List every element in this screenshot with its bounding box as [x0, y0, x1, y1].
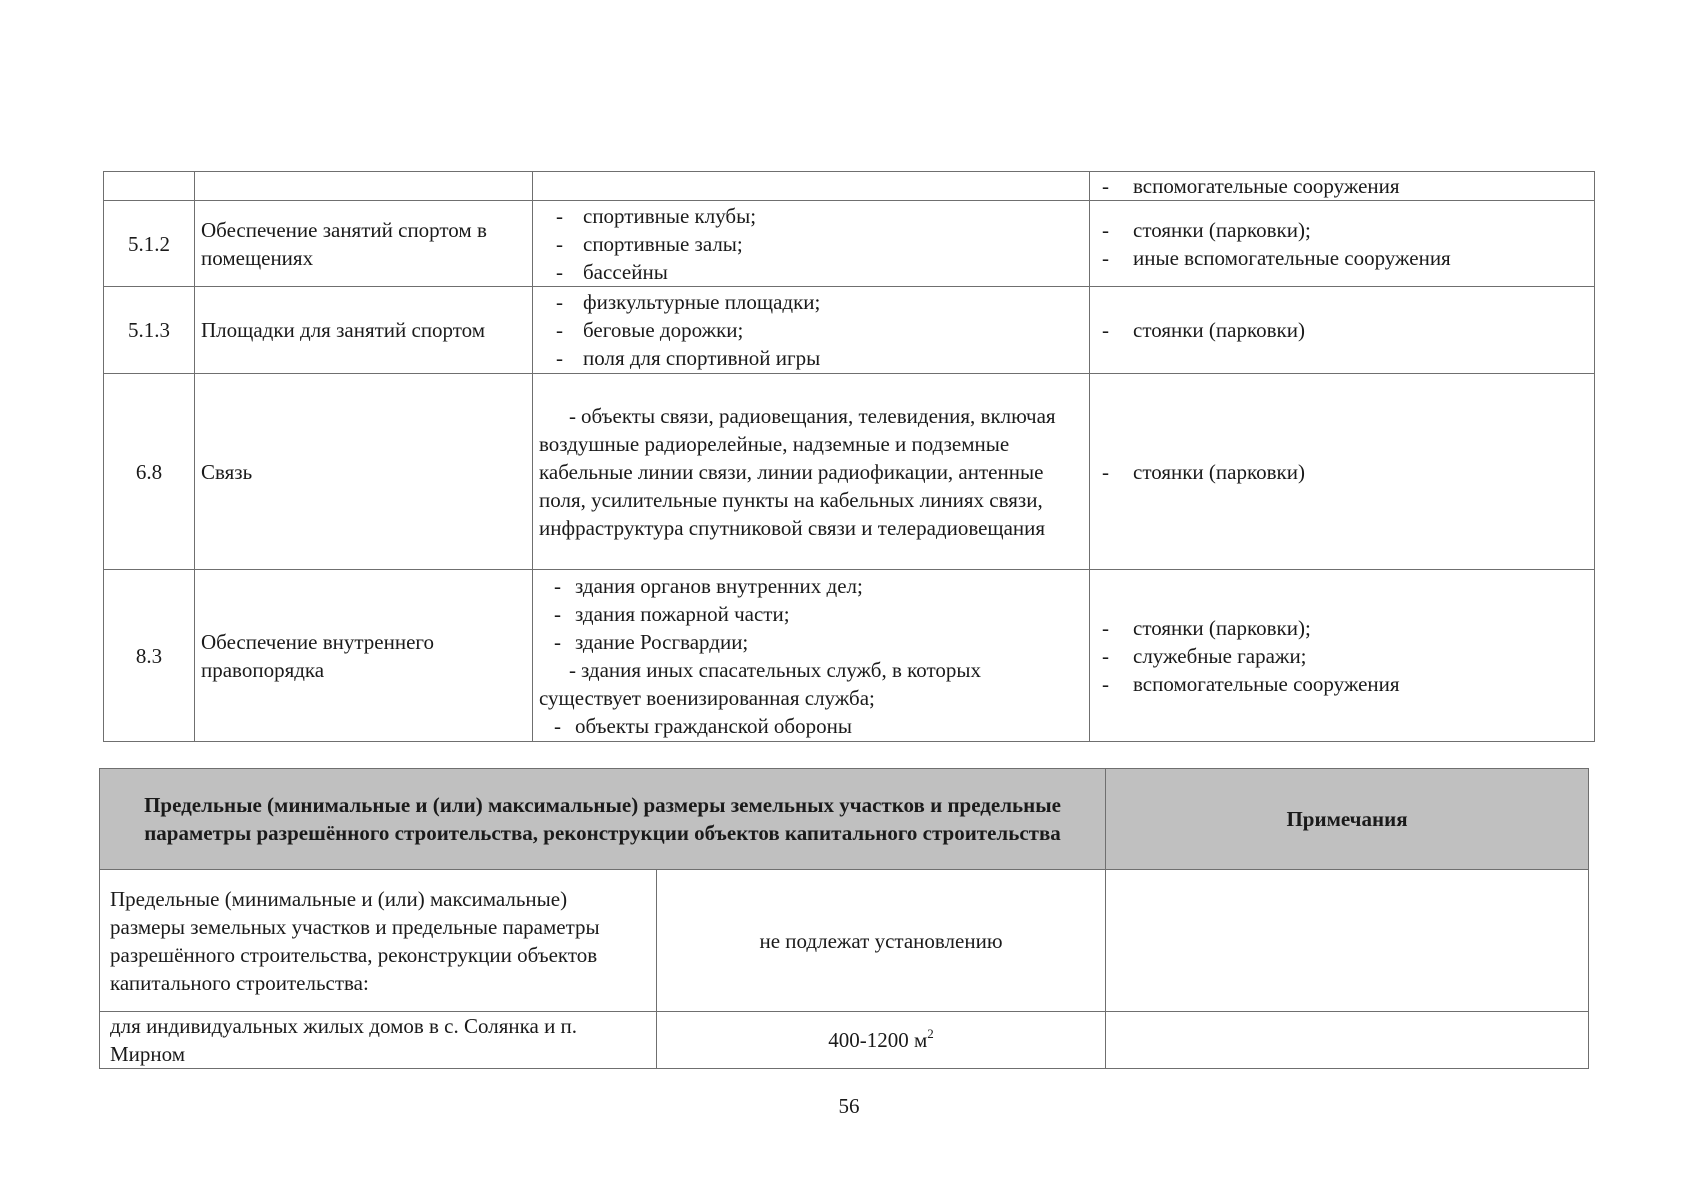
note-cell	[1106, 1012, 1589, 1069]
auxiliary-uses-cell	[1090, 570, 1595, 742]
param-value-cell: не подлежат установлению	[657, 870, 1106, 1012]
list-item: - стоянки (парковки)	[1100, 316, 1584, 344]
code-cell: 5.1.2	[104, 201, 195, 287]
list-item: - объекты гражданской обороны	[539, 712, 1083, 740]
auxiliary-uses-cell	[1090, 287, 1595, 374]
list-item: - вспомогательные сооружения	[1100, 670, 1584, 698]
name-cell: Площадки для занятий спортом	[195, 287, 533, 374]
main-uses-cell	[533, 570, 1090, 742]
value-text: 400-1200 м	[828, 1028, 928, 1052]
list-item: - беговые дорожки;	[541, 316, 1081, 344]
land-use-table	[103, 171, 1595, 742]
auxiliary-uses-cell	[1090, 172, 1595, 201]
list-paragraph	[539, 656, 1083, 712]
dash-marker: -	[569, 403, 576, 428]
main-uses-list	[539, 572, 1083, 656]
auxiliary-uses-list	[1100, 458, 1584, 486]
list-item: - здание Росгвардии;	[539, 628, 1083, 656]
main-uses-list	[539, 712, 1083, 740]
list-item: - спортивные залы;	[541, 230, 1081, 258]
code-cell: 5.1.3	[104, 287, 195, 374]
list-item: - здания органов внутренних дел;	[539, 572, 1083, 600]
list-item: - спортивные клубы;	[541, 202, 1081, 230]
page-number: 56	[838, 1094, 860, 1118]
table-row	[104, 374, 1595, 570]
code-cell	[104, 172, 195, 201]
auxiliary-uses-cell	[1090, 201, 1595, 287]
name-cell: Обеспечение занятий спортом в помещениях	[195, 201, 533, 287]
list-item: - физкультурные площадки;	[541, 288, 1081, 316]
code-cell: 6.8	[104, 374, 195, 570]
parameters-table	[99, 768, 1589, 1069]
paragraph-text: объекты связи, радиовещания, телевидения, включая воздушные радиорелейные, надземные и подземные кабельные линии связи, линии радиофикации, антенные поля, усилительные пункты на кабельных линиях связи, инфраструктура спутниковой связи и телерадиовещания	[539, 403, 1056, 540]
main-uses-cell	[533, 374, 1090, 570]
table-header-row	[100, 769, 1589, 870]
table-row	[104, 570, 1595, 742]
params-header: Предельные (минимальные и (или) максимальные) размеры земельных участков и предельные параметры разрешённого строительства, реконструкции объектов капитального строительства	[100, 769, 1106, 870]
param-label-cell: Предельные (минимальные и (или) максимальные) размеры земельных участков и предельные параметры разрешённого строительства, реконструкции объектов капитального строительства:	[100, 870, 657, 1012]
auxiliary-uses-list	[1100, 216, 1584, 272]
table-row	[104, 287, 1595, 374]
name-cell: Обеспечение внутреннего правопорядка	[195, 570, 533, 742]
param-value-cell	[657, 1012, 1106, 1069]
dash-marker: -	[569, 657, 576, 682]
list-paragraph	[539, 402, 1083, 542]
auxiliary-uses-list	[1100, 614, 1584, 698]
name-cell	[195, 172, 533, 201]
main-uses-cell	[533, 172, 1090, 201]
table-row	[100, 870, 1589, 1012]
name-cell: Связь	[195, 374, 533, 570]
main-uses-list	[541, 202, 1081, 286]
main-uses-cell	[533, 201, 1090, 287]
code-cell: 8.3	[104, 570, 195, 742]
auxiliary-uses-list	[1100, 316, 1584, 344]
list-item: - здания пожарной части;	[539, 600, 1083, 628]
superscript: 2	[927, 1026, 934, 1041]
list-item: - стоянки (парковки);	[1100, 614, 1584, 642]
param-label-cell: для индивидуальных жилых домов в с. Солянка и п. Мирном	[100, 1012, 657, 1069]
main-uses-cell	[533, 287, 1090, 374]
table-row	[100, 1012, 1589, 1069]
list-item: - служебные гаражи;	[1100, 642, 1584, 670]
main-uses-list	[541, 288, 1081, 372]
table-row	[104, 172, 1595, 201]
paragraph-text: здания иных спасательных служб, в которых существует военизированная служба;	[539, 657, 982, 710]
auxiliary-uses-list	[1100, 172, 1584, 200]
notes-header: Примечания	[1106, 769, 1589, 870]
list-item: - стоянки (парковки);	[1100, 216, 1584, 244]
list-item: - стоянки (парковки)	[1100, 458, 1584, 486]
list-item: - поля для спортивной игры	[541, 344, 1081, 372]
list-item: - иные вспомогательные сооружения	[1100, 244, 1584, 272]
auxiliary-uses-cell	[1090, 374, 1595, 570]
table-row	[104, 201, 1595, 287]
list-item: - вспомогательные сооружения	[1100, 172, 1584, 200]
list-item: - бассейны	[541, 258, 1081, 286]
note-cell	[1106, 870, 1589, 1012]
